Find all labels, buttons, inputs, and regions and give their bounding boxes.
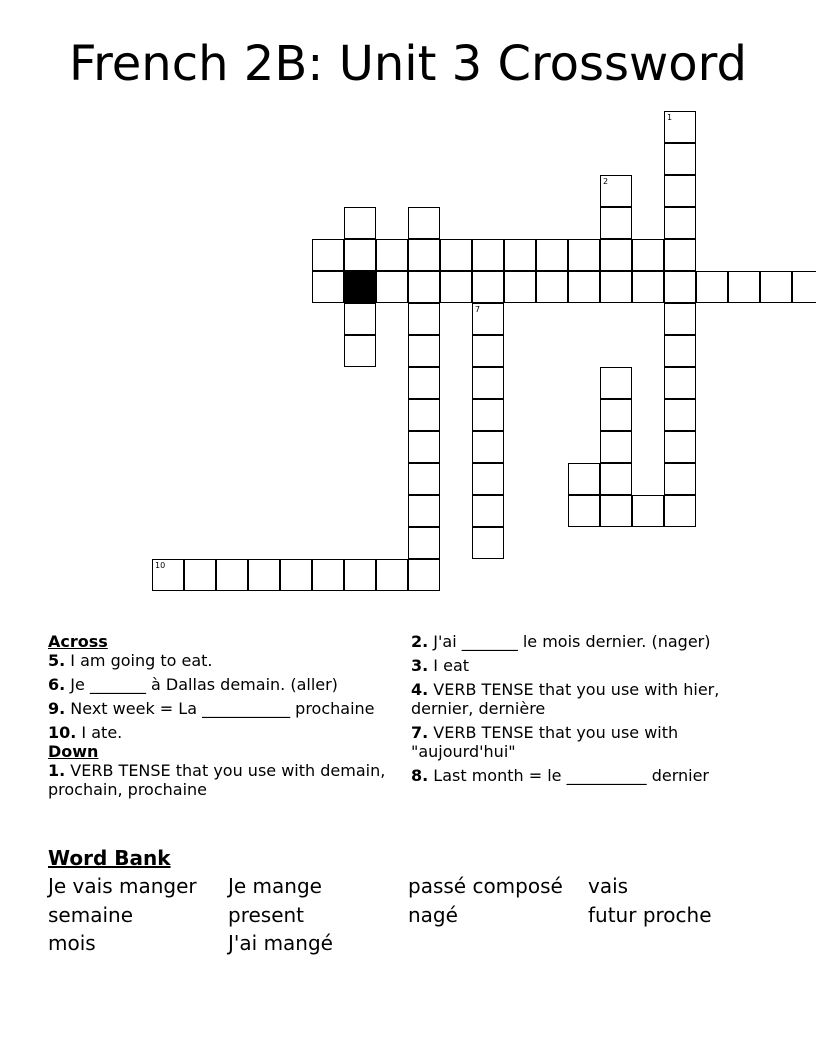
clue-number: 10 [155, 561, 166, 570]
grid-cell[interactable] [408, 527, 440, 559]
word-bank-item: vais [588, 874, 629, 898]
grid-cell[interactable] [472, 495, 504, 527]
grid-cell[interactable] [536, 239, 568, 271]
grid-cell[interactable] [600, 271, 632, 303]
grid-cell[interactable] [312, 559, 344, 591]
grid-cell[interactable] [600, 495, 632, 527]
clue-item-number: 6. [48, 675, 66, 694]
grid-cell[interactable] [312, 271, 344, 303]
clues-left-column [48, 632, 393, 804]
grid-cell[interactable] [664, 111, 696, 143]
grid-cell[interactable] [376, 271, 408, 303]
grid-cell[interactable] [664, 431, 696, 463]
grid-cell[interactable] [504, 271, 536, 303]
page-title: French 2B: Unit 3 Crossword [68, 36, 748, 92]
grid-cell[interactable] [664, 207, 696, 239]
grid-cell[interactable] [632, 239, 664, 271]
down-clue-list-right [411, 632, 771, 785]
word-bank-item: J'ai mangé [228, 931, 333, 955]
grid-cell[interactable] [472, 527, 504, 559]
grid-cell[interactable] [472, 399, 504, 431]
grid-cell[interactable] [408, 559, 440, 591]
grid-cell[interactable] [664, 239, 696, 271]
grid-cell[interactable] [440, 271, 472, 303]
grid-cell[interactable] [664, 303, 696, 335]
clue-item-text: Last month = le __________ dernier [428, 766, 709, 785]
across-header: Across [48, 632, 108, 651]
clue-number: 7 [475, 305, 481, 314]
grid-cell[interactable] [472, 367, 504, 399]
word-bank-item: present [228, 902, 305, 927]
across-clue-list [48, 651, 393, 742]
grid-cell[interactable] [664, 175, 696, 207]
grid-cell[interactable] [664, 463, 696, 495]
grid-cell[interactable] [664, 399, 696, 431]
clue-item [411, 632, 771, 651]
grid-cell[interactable] [472, 431, 504, 463]
word-bank-item: Je vais manger [48, 874, 197, 898]
clue-item-number: 2. [411, 632, 429, 651]
clue-item-number: 5. [48, 651, 66, 670]
word-bank-title: Word Bank [48, 846, 171, 870]
word-bank-item: nagé [408, 902, 458, 927]
grid-cell[interactable] [504, 239, 536, 271]
grid-cell[interactable] [376, 559, 408, 591]
clue-item [48, 761, 393, 799]
grid-cell[interactable] [408, 239, 440, 271]
grid-cell[interactable] [280, 559, 312, 591]
grid-cell[interactable] [696, 271, 728, 303]
grid-cell[interactable] [408, 431, 440, 463]
grid-cell[interactable] [408, 463, 440, 495]
grid-cell[interactable] [344, 335, 376, 367]
grid-cell[interactable] [600, 175, 632, 207]
clue-item-text: VERB TENSE that you use with "aujourd'hui" [411, 723, 679, 761]
grid-cell[interactable] [568, 463, 600, 495]
grid-cell[interactable] [600, 463, 632, 495]
grid-cell[interactable] [472, 463, 504, 495]
down-header: Down [48, 742, 99, 761]
grid-cell[interactable] [664, 495, 696, 527]
clue-item-text: J'ai _______ le mois dernier. (nager) [428, 632, 711, 651]
clue-item-text: I am going to eat. [65, 651, 213, 670]
grid-cell[interactable] [312, 239, 344, 271]
grid-cell[interactable] [440, 239, 472, 271]
grid-cell[interactable] [344, 239, 376, 271]
grid-cell[interactable] [408, 399, 440, 431]
word-bank-item: futur proche [588, 902, 712, 927]
word-bank-item: mois [48, 931, 96, 955]
grid-black-cell [344, 271, 376, 303]
clue-item-text: Next week = La ___________ prochaine [65, 699, 375, 718]
clue-item-number: 1. [48, 761, 66, 780]
grid-cell[interactable] [408, 303, 440, 335]
down-clue-list-left [48, 761, 393, 799]
clue-item-number: 3. [411, 656, 429, 675]
clue-item [411, 766, 771, 785]
clue-item [48, 675, 393, 694]
grid-cell[interactable] [472, 303, 504, 335]
clue-item-text: I eat [428, 656, 470, 675]
clue-item-text: Je _______ à Dallas demain. (aller) [65, 675, 338, 694]
grid-cell[interactable] [664, 335, 696, 367]
clue-item [411, 723, 771, 761]
grid-cell[interactable] [536, 271, 568, 303]
clues-right-column [411, 632, 771, 790]
clue-item-text: I ate. [76, 723, 123, 742]
clue-item [48, 699, 393, 718]
clue-item-text: VERB TENSE that you use with hier, dernier, dernière [411, 680, 720, 718]
grid-cell[interactable] [248, 559, 280, 591]
grid-cell[interactable] [376, 239, 408, 271]
grid-cell[interactable] [568, 495, 600, 527]
grid-cell[interactable] [568, 239, 600, 271]
clue-item-text: VERB TENSE that you use with demain, prochain, prochaine [48, 761, 386, 799]
grid-cell[interactable] [344, 559, 376, 591]
clue-item-number: 9. [48, 699, 66, 718]
grid-cell[interactable] [600, 399, 632, 431]
grid-cell[interactable] [408, 207, 440, 239]
grid-cell[interactable] [408, 367, 440, 399]
clue-item [411, 656, 771, 675]
grid-cell[interactable] [184, 559, 216, 591]
clue-item [411, 680, 771, 718]
clue-item [48, 723, 393, 742]
grid-cell[interactable] [344, 207, 376, 239]
clue-item-number: 10. [48, 723, 77, 742]
grid-cell[interactable] [664, 271, 696, 303]
grid-cell[interactable] [408, 335, 440, 367]
grid-cell[interactable] [632, 495, 664, 527]
grid-cell[interactable] [408, 495, 440, 527]
grid-cell[interactable] [760, 271, 792, 303]
clue-item-number: 7. [411, 723, 429, 742]
grid-cell[interactable] [472, 335, 504, 367]
grid-cell[interactable] [408, 271, 440, 303]
grid-cell[interactable] [664, 143, 696, 175]
clue-number: 2 [603, 177, 609, 186]
word-bank-item: semaine [48, 902, 133, 927]
clue-item-number: 8. [411, 766, 429, 785]
grid-cell[interactable] [632, 271, 664, 303]
grid-cell[interactable] [600, 239, 632, 271]
grid-cell[interactable] [600, 367, 632, 399]
grid-cell[interactable] [472, 271, 504, 303]
grid-cell[interactable] [600, 431, 632, 463]
word-bank-item: passé composé [408, 874, 563, 898]
grid-cell[interactable] [792, 271, 816, 303]
grid-cell[interactable] [152, 559, 184, 591]
grid-cell[interactable] [216, 559, 248, 591]
grid-cell[interactable] [344, 303, 376, 335]
grid-cell[interactable] [472, 239, 504, 271]
grid-cell[interactable] [568, 271, 600, 303]
grid-cell[interactable] [664, 367, 696, 399]
clue-item-number: 4. [411, 680, 429, 699]
word-bank-item: Je mange [228, 874, 322, 898]
grid-cell[interactable] [600, 207, 632, 239]
clue-item [48, 651, 393, 670]
grid-cell[interactable] [728, 271, 760, 303]
clue-number: 1 [667, 113, 673, 122]
